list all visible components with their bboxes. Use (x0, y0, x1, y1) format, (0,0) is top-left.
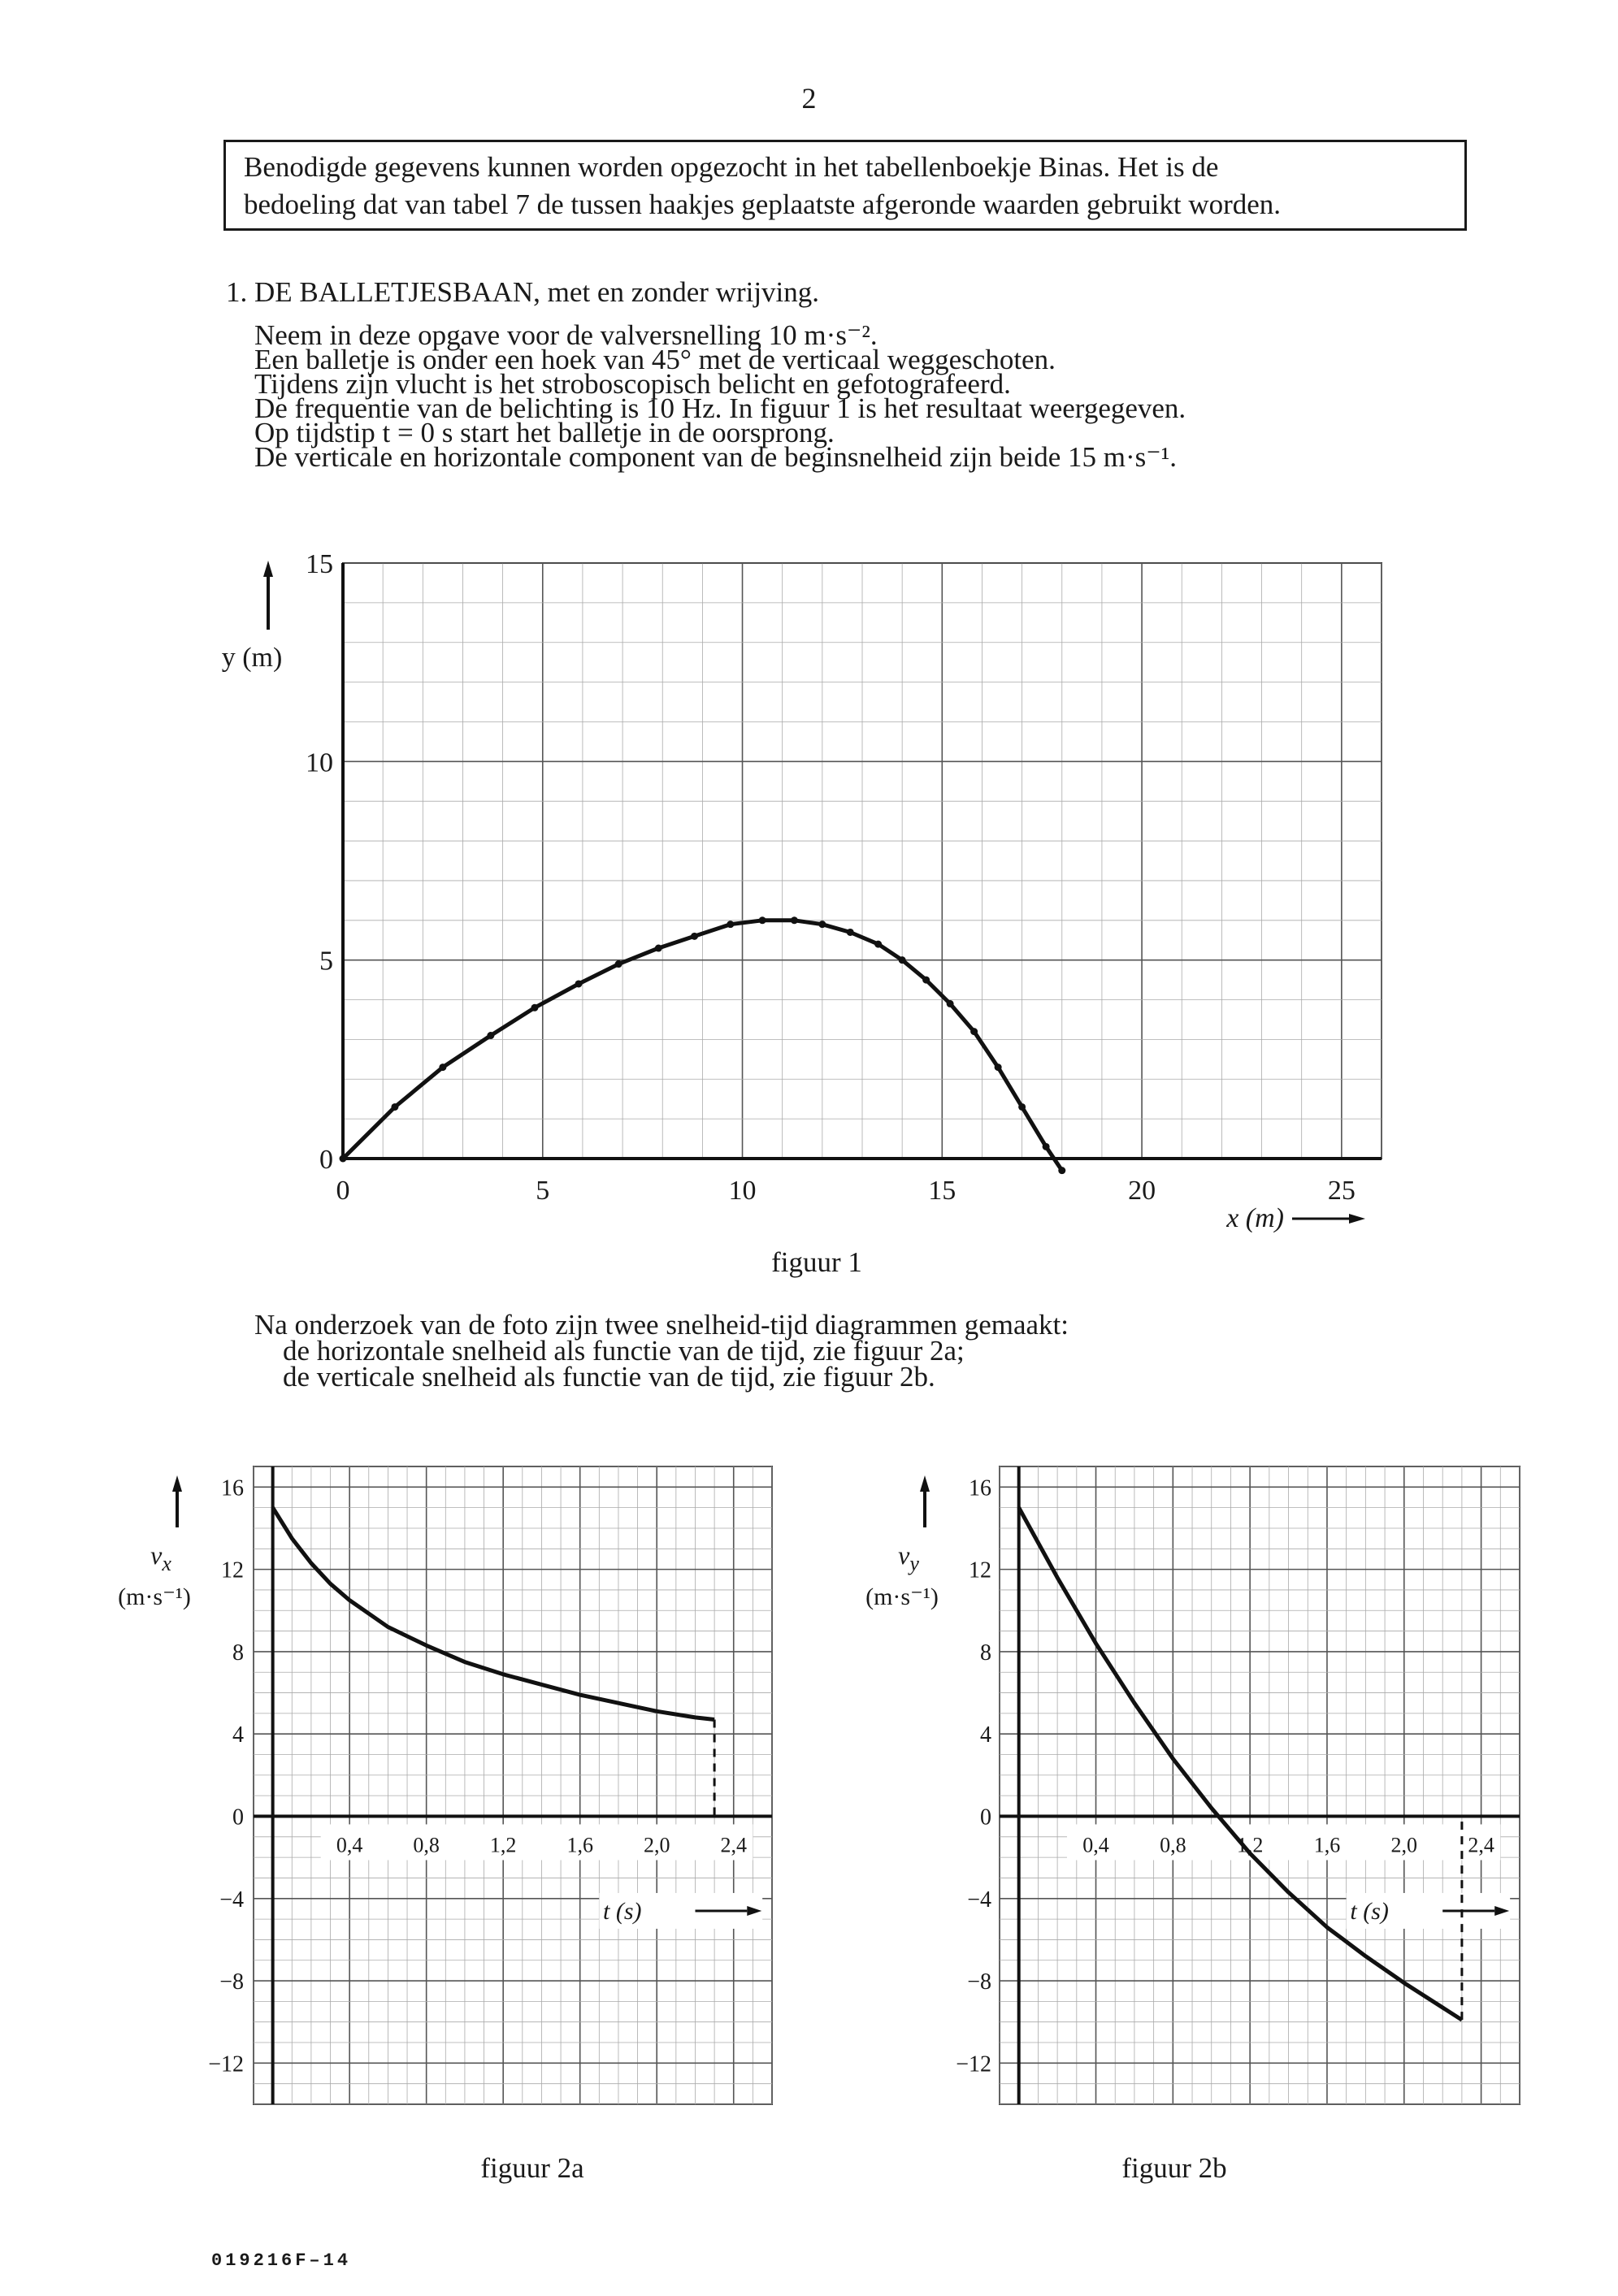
y-tick-label: 8 (980, 1640, 991, 1666)
x-tick-label: 2,0 (643, 1833, 670, 1857)
data-point (615, 960, 622, 968)
tick-label-backing (1067, 1824, 1500, 1860)
intro-line: Op tijdstip t = 0 s start het balletje in de oorsprong. (254, 417, 835, 448)
x-axis-label: t (s) (603, 1897, 642, 1925)
y-tick-label: 10 (306, 747, 333, 778)
y-axis-label: y (m) (221, 643, 283, 673)
figure-2b-chart (865, 1466, 1520, 2184)
intro-line: Tijdens zijn vlucht is het stroboscopisch belicht en gefotografeerd. (254, 368, 1011, 400)
plot-frame (254, 1466, 772, 2104)
y-tick-label: 5 (319, 946, 333, 977)
x-tick-label: 10 (728, 1176, 757, 1206)
data-point (995, 1064, 1002, 1071)
y-tick-label: −8 (219, 1969, 244, 1995)
data-point (575, 980, 583, 987)
y-tick-label: −4 (219, 1887, 244, 1913)
y-tick-label: 12 (969, 1557, 991, 1583)
series-line (1019, 1508, 1462, 2021)
followup-line: Na onderzoek van de foto zijn twee snelheid-tijd diagrammen gemaakt: (254, 1309, 1069, 1341)
page-number: 2 (801, 82, 817, 115)
question-followup (254, 1309, 1069, 1393)
followup-line: de verticale snelheid als functie van de tijd, zie figuur 2b. (283, 1361, 935, 1393)
figure-caption: figuur 2a (480, 2152, 584, 2184)
y-tick-label: 15 (306, 549, 333, 579)
figure-1-chart (222, 549, 1382, 1278)
x-tick-label: 0 (336, 1176, 350, 1206)
series-line (273, 1508, 715, 1720)
data-point (922, 977, 930, 984)
figure-caption: figuur 2b (1121, 2152, 1227, 2184)
data-point (1043, 1143, 1050, 1150)
data-point (340, 1155, 347, 1163)
figure-2a-chart (118, 1466, 772, 2184)
x-tick-label: 1,2 (489, 1833, 517, 1857)
intro-line: Een balletje is onder een hoek van 45° met de verticaal weggeschoten. (254, 344, 1056, 375)
intro-line: De frequentie van de belichting is 10 Hz. In figuur 1 is het resultaat weergegeven. (254, 392, 1186, 424)
arrow-up-icon (172, 1475, 182, 1492)
y-tick-label: −12 (208, 2051, 244, 2077)
x-tick-label: 1,6 (566, 1833, 593, 1857)
footer-code: 019216F–14 (211, 2251, 352, 2271)
x-tick-label: 0,4 (1082, 1833, 1109, 1857)
figure-caption: figuur 1 (771, 1246, 862, 1278)
intro-line: Neem in deze opgave voor de valversnelling 10 m·s⁻². (254, 319, 878, 351)
tick-label-backing (321, 1824, 753, 1860)
x-tick-label: 15 (928, 1176, 956, 1206)
y-tick-label: 12 (221, 1557, 244, 1583)
data-point (970, 1028, 978, 1035)
y-axis-unit: (m·s⁻¹) (118, 1583, 191, 1610)
y-axis-label: $v_y$ (898, 1540, 919, 1575)
data-point (487, 1032, 494, 1039)
x-tick-label: 0,8 (413, 1833, 440, 1857)
x-tick-label: 20 (1128, 1176, 1156, 1206)
note-line-2: bedoeling dat van tabel 7 de tussen haakjes geplaatste afgeronde waarden gebruikt worden. (244, 188, 1282, 220)
data-point (391, 1103, 398, 1111)
data-point (727, 921, 734, 928)
data-point (947, 1000, 954, 1007)
y-tick-label: 16 (221, 1475, 244, 1501)
y-axis-label: $v_x$ (150, 1540, 171, 1575)
y-tick-label: 8 (232, 1640, 244, 1666)
x-axis-label: x (m) (1226, 1203, 1284, 1233)
question-title: 1. DE BALLETJESBAAN, met en zonder wrijving. (226, 276, 820, 308)
y-tick-label: −8 (967, 1969, 991, 1995)
arrow-up-icon (263, 561, 273, 577)
data-point (439, 1064, 446, 1071)
x-tick-label: 2,4 (720, 1833, 747, 1857)
y-tick-label: 0 (980, 1804, 991, 1830)
x-tick-label: 1,2 (1236, 1833, 1264, 1857)
data-point (531, 1004, 538, 1012)
x-tick-label: 2,0 (1390, 1833, 1418, 1857)
data-point (847, 929, 854, 936)
data-point (818, 921, 826, 928)
y-tick-label: 4 (232, 1722, 244, 1748)
y-axis-unit: (m·s⁻¹) (865, 1583, 939, 1610)
data-point (899, 956, 906, 964)
data-point (655, 945, 662, 952)
y-tick-label: 4 (980, 1722, 991, 1748)
x-tick-label: 2,4 (1468, 1833, 1494, 1857)
arrow-up-icon (920, 1475, 930, 1492)
data-point (1058, 1167, 1065, 1174)
data-point (1018, 1103, 1026, 1111)
data-point (874, 941, 882, 948)
y-tick-label: −12 (956, 2051, 991, 2077)
x-tick-label: 1,6 (1313, 1833, 1341, 1857)
data-point (791, 916, 798, 924)
followup-line: de horizontale snelheid als functie van de tijd, zie figuur 2a; (283, 1335, 965, 1367)
y-tick-label: 0 (319, 1145, 333, 1175)
data-point (691, 933, 698, 940)
x-tick-label: 0,4 (336, 1833, 363, 1857)
x-tick-label: 0,8 (1160, 1833, 1186, 1857)
y-tick-label: −4 (967, 1887, 991, 1913)
x-tick-label: 25 (1327, 1176, 1356, 1206)
data-point (759, 916, 766, 924)
x-axis-label: t (s) (1350, 1897, 1389, 1925)
y-tick-label: 0 (232, 1804, 244, 1830)
x-tick-label: 5 (536, 1176, 550, 1206)
y-tick-label: 16 (969, 1475, 991, 1501)
note-line-1: Benodigde gegevens kunnen worden opgezocht in het tabellenboekje Binas. Het is de (244, 151, 1219, 183)
intro-line: De verticale en horizontale component van de beginsnelheid zijn beide 15 m·s⁻¹. (254, 441, 1177, 473)
arrow-right-icon (1349, 1214, 1365, 1224)
